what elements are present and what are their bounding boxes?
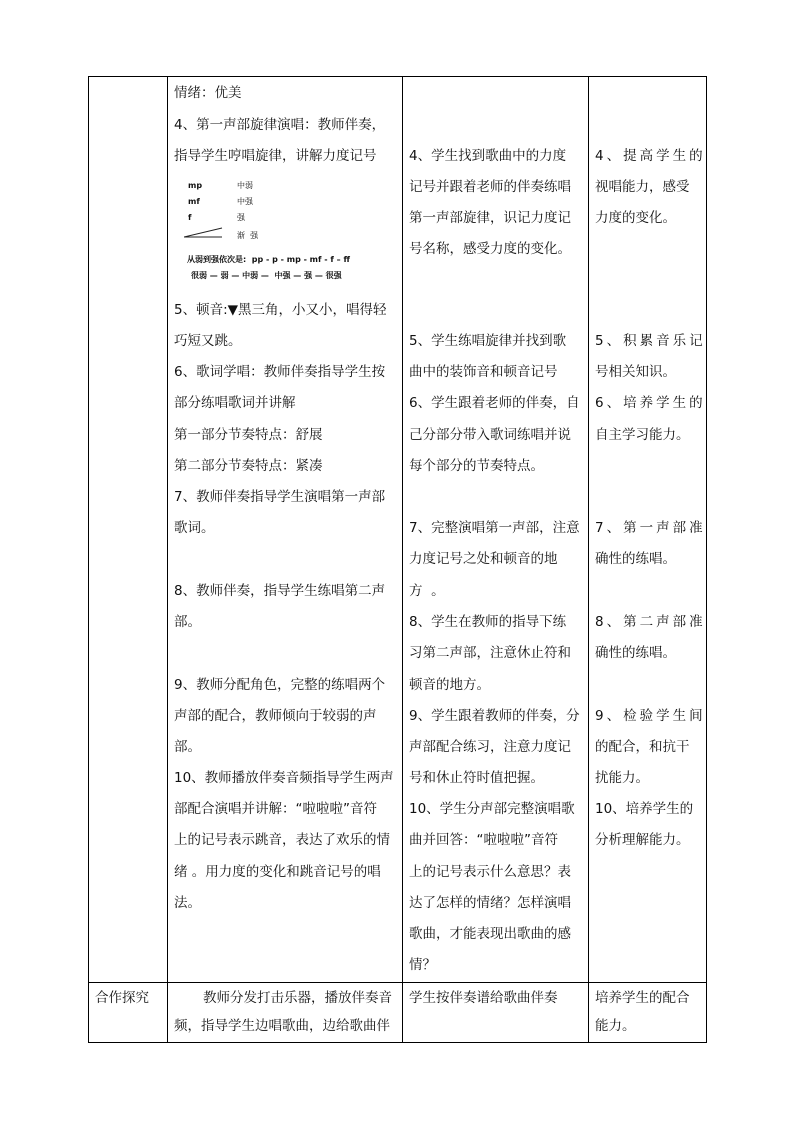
teacher-text-line: 9、教师分配角色，完整的练唱两个: [174, 677, 386, 693]
student-text-line: 上的记号表示什么意思？表: [409, 864, 571, 880]
student-text-line: 曲并回答：“啦啦啦”音符: [409, 832, 558, 848]
table-border-left: [88, 76, 89, 1043]
teacher-text-line: 5、顿音:▼黑三角，小又小，唱得轻: [174, 302, 387, 318]
teacher-text-line: 部。: [174, 614, 201, 630]
student-text-line: 记号并跟着老师的伴奏练唱: [409, 179, 571, 195]
goal-text-line: 能力。: [595, 1018, 636, 1034]
row-divider: [88, 982, 707, 983]
student-text-line: 顿音的地方。: [409, 677, 490, 693]
goal-text-line: 扰能力。: [595, 770, 649, 786]
teacher-text-line: 法。: [174, 895, 201, 911]
student-text-line: 学生按伴奏谱给歌曲伴奏: [409, 990, 558, 1006]
teacher-text-line: 声部的配合，教师倾向于较弱的声: [174, 708, 377, 724]
student-text-line: 第一声部旋律，识记力度记: [409, 210, 571, 226]
table-border-right: [706, 76, 707, 1043]
teacher-text-line: 第二部分节奏特点：紧凑: [174, 458, 323, 474]
student-text-line: 情？: [409, 957, 436, 973]
column-divider-3: [588, 76, 589, 1043]
dynamic-name-mp: 中弱: [237, 181, 253, 190]
student-text-line: 曲中的装饰音和顿音记号: [409, 364, 558, 380]
teacher-text-line: 部。: [174, 739, 201, 755]
teacher-text-line: 8、教师伴奏，指导学生练唱第二声: [174, 583, 386, 599]
student-text-line: 号和休止符时值把握。: [409, 770, 544, 786]
student-text-line: 方 。: [409, 583, 445, 599]
goal-text-line: 9、检验学生间: [595, 708, 706, 724]
teacher-text-line: 10、教师播放伴奏音频指导学生两声: [174, 770, 394, 786]
goal-text-line: 视唱能力，感受: [595, 179, 690, 195]
goal-text-line: 7、第一声部准: [595, 520, 706, 536]
student-text-line: 己分部分带入歌词练唱并说: [409, 427, 571, 443]
table-border-top: [88, 76, 707, 77]
teacher-text-line: 指导学生哼唱旋律，讲解力度记号: [174, 148, 377, 164]
dynamic-mark-mp: mp: [188, 181, 203, 190]
teacher-text-line: 4、第一声部旋律演唱：教师伴奏，: [174, 117, 386, 133]
dynamic-name-mf: 中强: [237, 197, 253, 206]
goal-text-line: 自主学习能力。: [595, 427, 690, 443]
teacher-text-line: 频，指导学生边唱歌曲，边给歌曲伴: [174, 1018, 390, 1034]
teacher-text-line: 部分练唱歌词并讲解: [174, 395, 296, 411]
dynamic-name-crescendo: 渐 强: [237, 231, 259, 240]
student-text-line: 号名称，感受力度的变化。: [409, 241, 571, 257]
goal-text-line: 10、培养学生的: [595, 801, 694, 817]
dynamic-name-f: 强: [237, 213, 245, 222]
teacher-text-line: 7、教师伴奏指导学生演唱第一声部: [174, 489, 386, 505]
goal-text-line: 4、提高学生的: [595, 148, 706, 164]
student-text-line: 歌曲，才能表现出歌曲的感: [409, 926, 571, 942]
dynamic-mark-f: f: [188, 213, 192, 222]
goal-text-line: 6、培养学生的: [595, 395, 706, 411]
dynamics-order-line: 从弱到强依次是: pp - p - mp - mf - f – ff: [187, 255, 350, 264]
student-text-line: 10、学生分声部完整演唱歌: [409, 801, 575, 817]
goal-text-line: 确性的练唱。: [595, 551, 676, 567]
table-border-bottom: [88, 1042, 707, 1043]
dynamics-order-names: 很弱 — 弱 — 中弱 — 中强 — 强 — 很强: [191, 271, 342, 280]
column-divider-2: [402, 76, 403, 1043]
column-divider-1: [167, 76, 168, 1043]
teacher-text-line: 巧短又跳。: [174, 333, 242, 349]
teacher-text-line: 第一部分节奏特点：舒展: [174, 427, 323, 443]
goal-text-line: 5、积累音乐记: [595, 333, 706, 349]
crescendo-hairpin-icon: [184, 227, 224, 239]
student-text-line: 5、学生练唱旋律并找到歌: [409, 333, 567, 349]
student-text-line: 达了怎样的情绪？怎样演唱: [409, 895, 571, 911]
teacher-text-line: 部配合演唱并讲解：“啦啦啦”音符: [174, 801, 377, 817]
student-text-line: 7、完整演唱第一声部，注意: [409, 520, 580, 536]
teacher-text-line: 上的记号表示跳音，表达了欢乐的情: [174, 832, 390, 848]
student-text-line: 力度记号之处和顿音的地: [409, 551, 558, 567]
teacher-text-line: 教师分发打击乐器，播放伴奏音: [203, 990, 392, 1006]
teacher-text-line: 6、歌词学唱：教师伴奏指导学生按: [174, 364, 386, 380]
student-text-line: 4、学生找到歌曲中的力度: [409, 148, 567, 164]
student-text-line: 声部配合练习，注意力度记: [409, 739, 571, 755]
stage-label: 合作探究: [95, 990, 149, 1006]
goal-text-line: 8、第二声部准: [595, 614, 706, 630]
teacher-text-line: 歌词。: [174, 520, 215, 536]
teacher-text-line: 情绪：优美: [174, 85, 242, 101]
student-text-line: 9、学生跟着教师的伴奏，分: [409, 708, 580, 724]
student-text-line: 6、学生跟着老师的伴奏，自: [409, 395, 580, 411]
student-text-line: 习第二声部，注意休止符和: [409, 645, 571, 661]
student-text-line: 8、学生在教师的指导下练: [409, 614, 567, 630]
goal-text-line: 分析理解能力。: [595, 832, 690, 848]
teacher-text-line: 绪 。用力度的变化和跳音记号的唱: [174, 864, 381, 880]
goal-text-line: 确性的练唱。: [595, 645, 676, 661]
student-text-line: 每个部分的节奏特点。: [409, 458, 544, 474]
dynamic-mark-mf: mf: [188, 197, 200, 206]
goal-text-line: 的配合，和抗干: [595, 739, 690, 755]
goal-text-line: 力度的变化。: [595, 210, 676, 226]
goal-text-line: 培养学生的配合: [595, 990, 690, 1006]
goal-text-line: 号相关知识。: [595, 364, 676, 380]
